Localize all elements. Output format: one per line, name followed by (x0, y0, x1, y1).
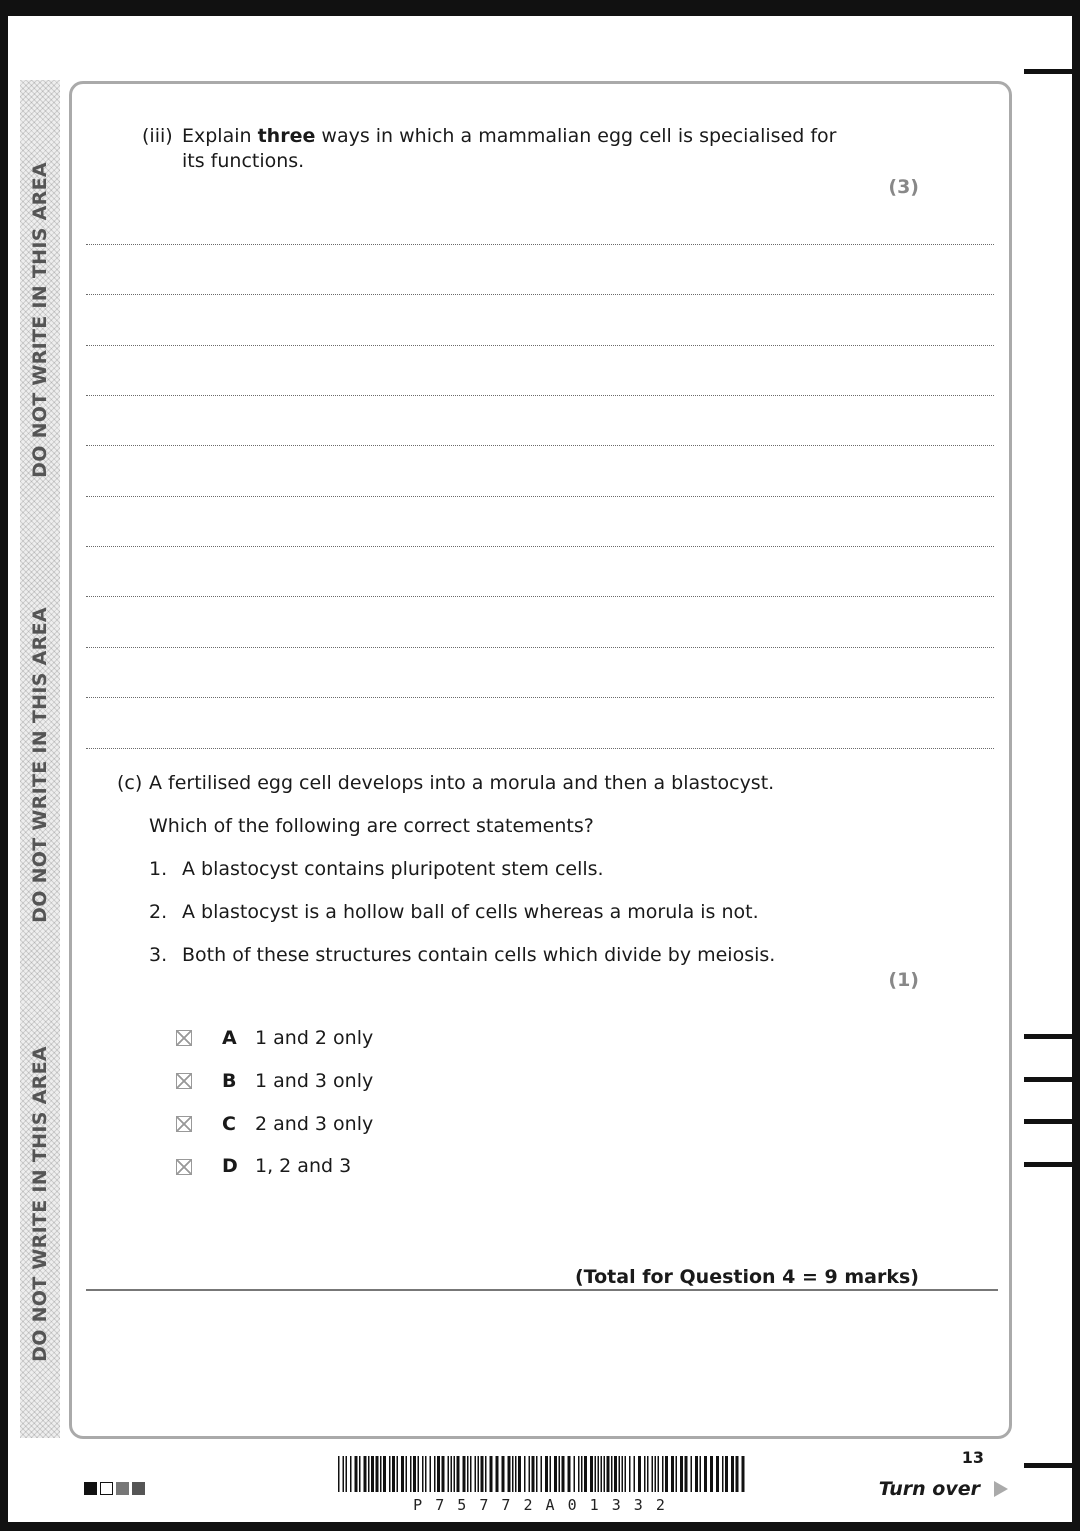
alignment-tick (1024, 1162, 1072, 1167)
option-b-letter: B (222, 1070, 237, 1092)
statement-number: 3. (149, 944, 168, 966)
margin-warning: DO NOT WRITE IN THIS AREA (29, 1046, 51, 1362)
option-c-text: 2 and 3 only (255, 1113, 374, 1135)
marks-iii: (3) (888, 176, 919, 198)
statement-text: A blastocyst is a hollow ball of cells whereas a morula is not. (182, 901, 759, 923)
alignment-tick (1024, 1077, 1072, 1082)
marks-c: (1) (888, 969, 919, 991)
alignment-tick (1024, 1463, 1072, 1468)
option-d-letter: D (222, 1155, 238, 1177)
question-iii-text: Explain three ways in which a mammalian egg cell is specialised for (182, 125, 837, 147)
question-total: (Total for Question 4 = 9 marks) (575, 1266, 919, 1288)
answer-line[interactable] (86, 546, 994, 547)
statement-text: A blastocyst contains pluripotent stem cells. (182, 858, 604, 880)
option-d-text: 1, 2 and 3 (255, 1155, 352, 1177)
question-iii-text-line2: its functions. (182, 150, 305, 172)
marker-squares-icon (84, 1482, 146, 1496)
option-c-checkbox[interactable] (176, 1116, 192, 1132)
question-c-prompt: Which of the following are correct statements? (149, 815, 594, 837)
answer-line[interactable] (86, 294, 994, 295)
alignment-tick (1024, 69, 1072, 74)
statement-text: Both of these structures contain cells which divide by meiosis. (182, 944, 776, 966)
question-c-intro: A fertilised egg cell develops into a morula and then a blastocyst. (149, 772, 775, 794)
barcode (330, 1456, 750, 1514)
margin-warning: DO NOT WRITE IN THIS AREA (29, 607, 51, 923)
answer-line[interactable] (86, 647, 994, 648)
option-b-checkbox[interactable] (176, 1073, 192, 1089)
answer-line[interactable] (86, 496, 994, 497)
total-divider (86, 1289, 998, 1291)
answer-line[interactable] (86, 244, 994, 245)
margin-warning: DO NOT WRITE IN THIS AREA (29, 162, 51, 478)
option-d-checkbox[interactable] (176, 1159, 192, 1175)
answer-line[interactable] (86, 748, 994, 749)
barcode-icon (330, 1456, 750, 1492)
do-not-write-margin (20, 80, 60, 1438)
answer-line[interactable] (86, 596, 994, 597)
alignment-tick (1024, 1119, 1072, 1124)
answer-line[interactable] (86, 445, 994, 446)
answer-line[interactable] (86, 395, 994, 396)
page-marker-squares (84, 1481, 146, 1500)
exam-page (8, 16, 1072, 1522)
alignment-tick (1024, 1034, 1072, 1039)
barcode-text: P 7 5 7 7 2 A 0 1 3 3 2 (413, 1496, 667, 1514)
answer-line[interactable] (86, 697, 994, 698)
answer-line[interactable] (86, 345, 994, 346)
option-b-text: 1 and 3 only (255, 1070, 374, 1092)
statement-number: 2. (149, 901, 168, 923)
question-number-iii: (iii) (142, 125, 173, 147)
option-a-checkbox[interactable] (176, 1030, 192, 1046)
question-frame (69, 81, 1012, 1439)
option-c-letter: C (222, 1113, 236, 1135)
question-number-c: (c) (117, 772, 143, 794)
option-a-letter: A (222, 1027, 237, 1049)
page-number: 13 (961, 1448, 984, 1467)
statement-number: 1. (149, 858, 168, 880)
arrow-right-icon (994, 1481, 1008, 1501)
turn-over-label: Turn over (878, 1478, 980, 1500)
option-a-text: 1 and 2 only (255, 1027, 374, 1049)
